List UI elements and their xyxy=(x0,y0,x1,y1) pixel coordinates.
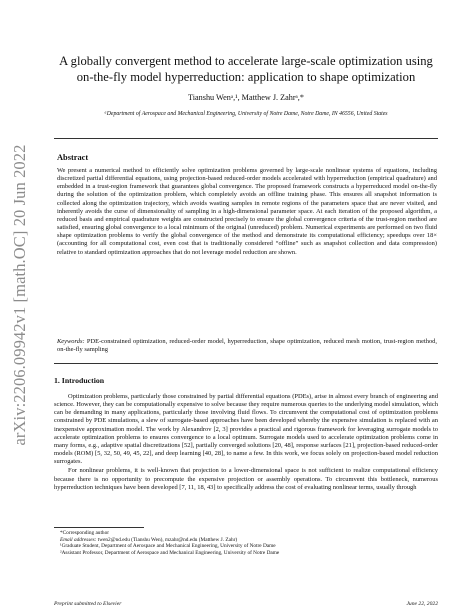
bottom-divider xyxy=(54,363,438,364)
footnote-1: ¹Graduate Student, Department of Aerospace and Mechanical Engineering, University of Notre Dame xyxy=(60,543,276,550)
footnote-corresponding: *Corresponding author xyxy=(60,530,109,536)
keywords xyxy=(57,338,437,354)
keywords-label: Keywords: xyxy=(57,338,85,345)
author-list: Tianshu Wenᵃ,¹, Matthew J. Zahrᵃ,* xyxy=(188,93,304,102)
keywords-text: PDE-constrained optimization, reduced-order model, hyperreduction, shape optimization, reduced mesh motion, trust-region method, on-the-fly sampling xyxy=(57,338,438,354)
title-line-2: on-the-fly model hyperreduction: application to shape optimization xyxy=(76,70,416,84)
affiliation: ᵃDepartment of Aerospace and Mechanical Engineering, University of Notre Dame, Notre Dame, IN 46556, United States xyxy=(104,111,388,117)
intro-paragraph-2: For nonlinear problems, it is well-known that projection to a lower-dimensional space is not sufficient to realize computational efficiency because there is no opportunity to precompute the expensive projection or assembly operations. To circumvent this bottleneck, numerous hyperreduction techniques have been developed [7, 11, 18, 43] to specifically address the cost of evaluating nonlinear terms, usually through xyxy=(54,467,438,491)
footnotes xyxy=(60,530,438,557)
arxiv-stamp xyxy=(6,115,34,475)
footnote-divider xyxy=(54,527,144,528)
abstract-heading: Abstract xyxy=(57,153,89,162)
section-heading-introduction: 1. Introduction xyxy=(54,376,105,385)
footer-date: June 22, 2022 xyxy=(406,601,438,607)
email-text: twen2@nd.edu (Tianshu Wen), mzahr@nd.edu (Matthew J. Zahr) xyxy=(97,536,238,543)
arxiv-stamp-text: arXiv:2206.09942v1 [math.OC] 20 Jun 2022 xyxy=(10,144,29,446)
title-line-1: A globally convergent method to accelerate large-scale optimization using xyxy=(59,54,433,68)
paper-title xyxy=(54,53,438,85)
introduction-body xyxy=(54,393,438,492)
email-label: Email addresses: xyxy=(60,536,97,543)
top-divider xyxy=(54,138,438,139)
abstract-text: We present a numerical method to efficiently solve optimization problems governed by large-scale nonlinear systems of equations, including discretized partial differential equations, using projection-based reduced-order models accelerated with hyperreduction (empirical quadrature) and embedded in a trust-region framework that guarantees global convergence. The proposed framework constructs a hyperreduced model on-the-fly during the solution of the optimization problem, which completely avoids an offline training phase. This ensures all snapshot information is collected along the optimization trajectory, which avoids wasting samples in remote regions of the parameters space that are never visited, and inherently avoids the curse of dimensionality of sampling in a high-dimensional parameter space. At each iteration of the proposed algorithm, a reduced basis and empirical quadrature weights are constructed precisely to ensure the global convergence criteria of the trust-region method are satisfied, ensuring global convergence to a local minimum of the original (unreduced) problem. Numerical experiments are performed on two fluid shape optimization problems to verify the global convergence of the method and demonstrate its computational efficiency; speedups over 18× (accounting for all computational cost, even cost that is traditionally considered “offline” such as snapshot collection and data compression) relative to standard optimization approaches that do not leverage model reduction are shown. xyxy=(57,167,437,256)
footnote-2: ²Assistant Professor, Department of Aerospace and Mechanical Engineering, University of Notre Dame xyxy=(60,550,280,557)
footer-preprint: Preprint submitted to Elsevier xyxy=(54,601,122,607)
intro-paragraph-1: Optimization problems, particularly those constrained by partial differential equations (PDEs), arise in almost every branch of engineering and science. However, they can be computationally expensive to solve because they require numerous queries to the underlying model simulation, which can be demanding in many applications, particularly those involving fluid flows. To circumvent the computational cost of optimization problems constrained by PDE simulations, a slew of surrogate-based approaches have been developed whereby the expensive simulation is replaced with an inexpensive approximation model. The work by Alexandrov [2, 3] provides a practical and rigorous framework for leveraging surrogate models to accelerate optimization problems to ensures convergence to a local optimum. Surrogate models used to accelerate optimization problems come in many forms, e.g., adaptive spatial discretizations [52], partially converged solutions [20, 48], response surfaces [21], projection-based reduced-order models (ROM) [5, 32, 50, 49, 45, 22], and deep learning [40, 28], to name a few. In this work, we focus solely on projection-based model reduction surrogates. xyxy=(54,393,438,466)
